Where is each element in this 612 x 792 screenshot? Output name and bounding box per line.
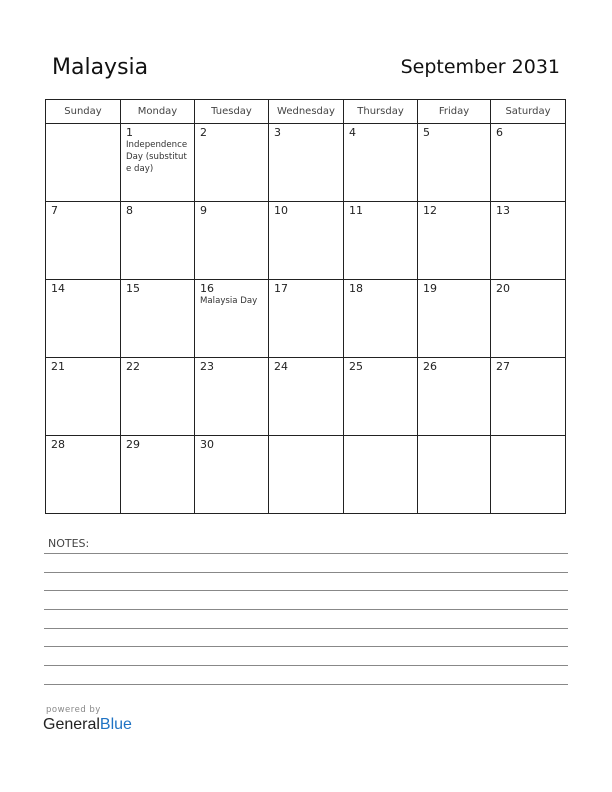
holiday-label: Independence Day (substitute day) — [126, 140, 188, 174]
weekday-header: Friday — [418, 100, 491, 124]
calendar-day-cell — [46, 280, 121, 358]
day-number: 6 — [496, 126, 503, 139]
calendar-day-cell — [121, 124, 195, 202]
calendar-day-cell — [344, 202, 418, 280]
calendar-week-row — [46, 358, 566, 436]
calendar-week-row — [46, 124, 566, 202]
calendar-day-cell — [195, 436, 269, 514]
day-number: 28 — [51, 438, 65, 451]
calendar-day-cell — [121, 436, 195, 514]
day-number: 21 — [51, 360, 65, 373]
day-number: 20 — [496, 282, 510, 295]
calendar-day-cell — [491, 358, 566, 436]
calendar-grid — [45, 99, 566, 514]
calendar-day-cell — [269, 124, 344, 202]
note-line — [44, 646, 568, 647]
day-number: 15 — [126, 282, 140, 295]
generalblue-logo[interactable] — [43, 716, 132, 734]
day-number: 25 — [349, 360, 363, 373]
calendar-day-cell — [46, 124, 121, 202]
day-number: 1 — [126, 126, 133, 139]
calendar-week-row — [46, 280, 566, 358]
calendar-day-cell — [269, 358, 344, 436]
weekday-header-row — [46, 100, 566, 124]
day-number: 13 — [496, 204, 510, 217]
calendar-day-cell — [491, 280, 566, 358]
day-number — [491, 436, 565, 438]
calendar-day-cell — [269, 280, 344, 358]
day-number: 18 — [349, 282, 363, 295]
day-number: 12 — [423, 204, 437, 217]
note-line — [44, 665, 568, 666]
calendar-day-cell — [418, 358, 491, 436]
notes-label: NOTES: — [48, 537, 90, 550]
calendar-day-cell — [491, 124, 566, 202]
month-year-title: September 2031 — [400, 56, 560, 78]
day-number: 8 — [126, 204, 133, 217]
day-number: 7 — [51, 204, 58, 217]
weekday-header: Sunday — [46, 100, 121, 124]
weekday-header: Thursday — [344, 100, 418, 124]
weekday-header: Tuesday — [195, 100, 269, 124]
weekday-header: Saturday — [491, 100, 566, 124]
brand-blue-text: Blue — [99, 716, 132, 733]
calendar-day-cell — [195, 280, 269, 358]
weekday-header: Monday — [121, 100, 195, 124]
calendar-day-cell — [344, 280, 418, 358]
day-number: 27 — [496, 360, 510, 373]
day-number: 23 — [200, 360, 214, 373]
day-number: 9 — [200, 204, 207, 217]
calendar-day-cell — [195, 124, 269, 202]
day-number: 16 — [200, 282, 214, 295]
weekday-header: Wednesday — [269, 100, 344, 124]
day-number: 22 — [126, 360, 140, 373]
brand-general-text: General — [43, 716, 100, 733]
note-line — [44, 572, 568, 573]
day-number: 26 — [423, 360, 437, 373]
calendar-day-cell — [46, 436, 121, 514]
calendar-day-cell — [344, 124, 418, 202]
day-number: 3 — [274, 126, 281, 139]
day-number — [344, 436, 417, 438]
calendar-day-cell — [344, 436, 418, 514]
note-line — [44, 590, 568, 591]
calendar-day-cell — [418, 202, 491, 280]
note-line — [44, 553, 568, 554]
day-number: 19 — [423, 282, 437, 295]
day-number — [269, 436, 343, 438]
day-number: 29 — [126, 438, 140, 451]
day-number — [46, 124, 120, 126]
day-number: 10 — [274, 204, 288, 217]
calendar-week-row — [46, 436, 566, 514]
calendar-day-cell — [46, 358, 121, 436]
calendar-day-cell — [195, 358, 269, 436]
calendar-day-cell — [121, 358, 195, 436]
note-line — [44, 609, 568, 610]
calendar-day-cell — [269, 436, 344, 514]
day-number — [418, 436, 490, 438]
country-title: Malaysia — [52, 55, 149, 80]
powered-by-text: powered by — [46, 705, 101, 715]
day-number: 14 — [51, 282, 65, 295]
calendar-day-cell — [418, 124, 491, 202]
day-number: 5 — [423, 126, 430, 139]
calendar-day-cell — [121, 280, 195, 358]
note-line — [44, 684, 568, 685]
calendar-day-cell — [269, 202, 344, 280]
calendar-day-cell — [491, 436, 566, 514]
note-line — [44, 628, 568, 629]
calendar-day-cell — [418, 280, 491, 358]
calendar-week-row — [46, 202, 566, 280]
calendar-day-cell — [491, 202, 566, 280]
holiday-label: Malaysia Day — [200, 296, 258, 306]
day-number: 24 — [274, 360, 288, 373]
day-number: 30 — [200, 438, 214, 451]
day-number: 17 — [274, 282, 288, 295]
calendar-day-cell — [121, 202, 195, 280]
day-number: 2 — [200, 126, 207, 139]
calendar-day-cell — [344, 358, 418, 436]
calendar-day-cell — [195, 202, 269, 280]
calendar-day-cell — [418, 436, 491, 514]
calendar-day-cell — [46, 202, 121, 280]
day-number: 11 — [349, 204, 363, 217]
day-number: 4 — [349, 126, 356, 139]
